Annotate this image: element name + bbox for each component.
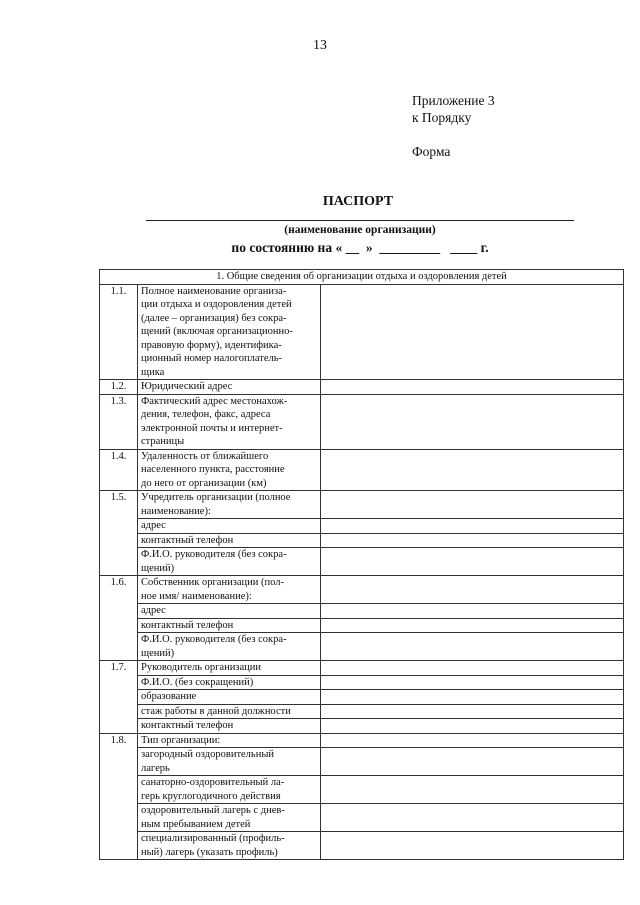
item-value-cell[interactable] [321,618,624,633]
table-row [100,661,624,676]
item-label: Ф.И.О. руководителя (без сокра- щений) [138,633,321,661]
table-row [100,618,624,633]
item-value-cell[interactable] [321,690,624,705]
item-label: оздоровительный лагерь с днев- ным пребыванием детей [138,804,321,832]
item-label: контактный телефон [138,719,321,734]
page-number: 13 [313,38,327,53]
item-label: санаторно-оздоровительный ла- герь круглогодичного действия [138,776,321,804]
as-of-date-line: по состоянию на « __ » _________ ____ г. [231,240,489,255]
table-row [100,733,624,748]
table-row [100,519,624,534]
item-label: контактный телефон [138,533,321,548]
table-row [100,704,624,719]
item-number: 1.5. [100,491,138,576]
section-header: 1. Общие сведения об организации отдыха и оздоровления детей [100,270,624,285]
item-value-cell[interactable] [321,776,624,804]
passport-table-body [100,270,624,860]
item-value-cell[interactable] [321,284,624,380]
table-row [100,776,624,804]
item-label: Ф.И.О. руководителя (без сокра- щений) [138,548,321,576]
table-row [100,533,624,548]
item-label: Руководитель организации [138,661,321,676]
item-value-cell[interactable] [321,576,624,604]
item-label: специализированный (профиль- ный) лагерь (указать профиль) [138,832,321,860]
item-value-cell[interactable] [321,394,624,449]
item-number: 1.8. [100,733,138,860]
table-row [100,748,624,776]
item-value-cell[interactable] [321,604,624,619]
table-row [100,394,624,449]
item-label: образование [138,690,321,705]
appendix-reference [412,92,495,126]
item-value-cell[interactable] [321,380,624,395]
item-label: стаж работы в данной должности [138,704,321,719]
appendix-line-2: к Порядку [412,110,472,125]
table-row [100,380,624,395]
item-value-cell[interactable] [321,491,624,519]
item-label: Учредитель организации (полное наименование): [138,491,321,519]
table-row [100,604,624,619]
item-value-cell[interactable] [321,449,624,491]
item-label: Ф.И.О. (без сокращений) [138,675,321,690]
item-label: Тип организации: [138,733,321,748]
table-row [100,675,624,690]
table-row [100,690,624,705]
item-value-cell[interactable] [321,832,624,860]
item-number: 1.4. [100,449,138,491]
item-label: загородный оздоровительный лагерь [138,748,321,776]
table-row [100,284,624,380]
item-label: Удаленность от ближайшего населенного пункта, расстояние до него от организации (км) [138,449,321,491]
item-value-cell[interactable] [321,548,624,576]
table-row [100,449,624,491]
item-number: 1.2. [100,380,138,395]
item-number: 1.1. [100,284,138,380]
item-label: адрес [138,519,321,534]
table-row [100,832,624,860]
item-label: Юридический адрес [138,380,321,395]
item-label: Собственник организации (пол- ное имя/ наименование): [138,576,321,604]
organization-name-caption: (наименование организации) [284,224,436,236]
table-row [100,491,624,519]
item-number: 1.7. [100,661,138,734]
item-value-cell[interactable] [321,748,624,776]
table-row [100,633,624,661]
form-label: Форма [412,144,451,159]
item-number: 1.3. [100,394,138,449]
item-value-cell[interactable] [321,804,624,832]
item-value-cell[interactable] [321,675,624,690]
item-value-cell[interactable] [321,633,624,661]
table-row [100,576,624,604]
item-label: адрес [138,604,321,619]
item-label: Фактический адрес местонахож- дения, телефон, факс, адреса электронной почты и интернет- страницы [138,394,321,449]
item-value-cell[interactable] [321,519,624,534]
item-label: контактный телефон [138,618,321,633]
document-title: ПАСПОРТ [322,194,394,209]
item-value-cell[interactable] [321,704,624,719]
item-number: 1.6. [100,576,138,661]
table-row [100,548,624,576]
appendix-line-1: Приложение 3 [412,93,495,108]
item-value-cell[interactable] [321,733,624,748]
item-value-cell[interactable] [321,533,624,548]
item-value-cell[interactable] [321,719,624,734]
organization-name-line [146,220,574,221]
item-label: Полное наименование организа- ции отдыха и оздоровления детей (далее – организация) без сокра- щений (включая организационно- правовую форму), идентифика- ционный номер налогоплатель- щика [138,284,321,380]
section-header-row [100,270,624,285]
table-row [100,804,624,832]
item-value-cell[interactable] [321,661,624,676]
passport-table [99,269,624,860]
table-row [100,719,624,734]
